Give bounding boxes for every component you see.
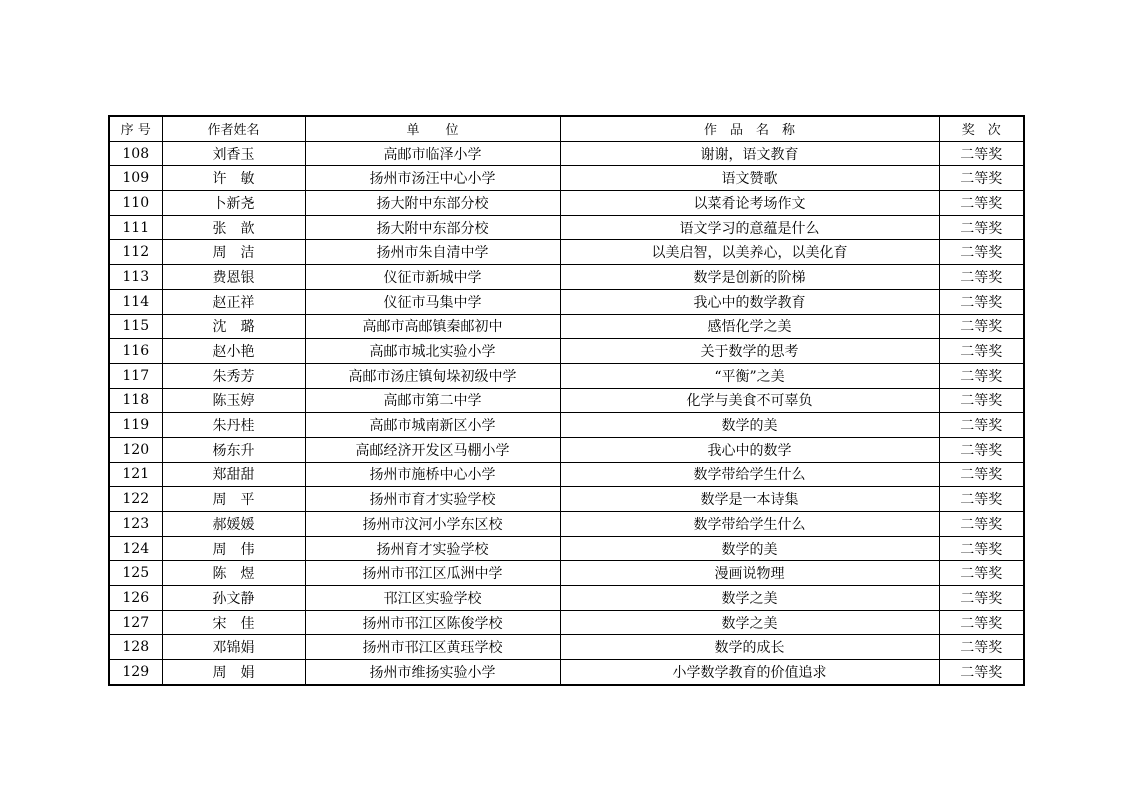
cell-serial-number: 114 bbox=[109, 289, 162, 314]
cell-award-level: 二等奖 bbox=[939, 314, 1024, 339]
cell-organization: 扬州市汶河小学东区校 bbox=[305, 512, 560, 537]
cell-serial-number: 123 bbox=[109, 512, 162, 537]
cell-award-level: 二等奖 bbox=[939, 487, 1024, 512]
cell-author-name: 郝媛媛 bbox=[162, 512, 305, 537]
cell-work-title: 数学是一本诗集 bbox=[560, 487, 939, 512]
cell-serial-number: 127 bbox=[109, 610, 162, 635]
cell-author-name: 陈玉婷 bbox=[162, 388, 305, 413]
cell-author-name: 赵小艳 bbox=[162, 339, 305, 364]
table-row bbox=[109, 586, 1024, 611]
cell-author-name: 周 平 bbox=[162, 487, 305, 512]
table-row bbox=[109, 660, 1024, 685]
cell-organization: 扬州市朱自清中学 bbox=[305, 240, 560, 265]
table-row bbox=[109, 240, 1024, 265]
cell-author-name: 周 伟 bbox=[162, 536, 305, 561]
cell-organization: 扬州市育才实验学校 bbox=[305, 487, 560, 512]
cell-serial-number: 125 bbox=[109, 561, 162, 586]
header-organization: 单 位 bbox=[305, 116, 560, 141]
table-row bbox=[109, 610, 1024, 635]
cell-work-title: 谢谢，语文教育 bbox=[560, 141, 939, 166]
cell-award-level: 二等奖 bbox=[939, 265, 1024, 290]
table-row bbox=[109, 339, 1024, 364]
cell-author-name: 刘香玉 bbox=[162, 141, 305, 166]
table-row bbox=[109, 141, 1024, 166]
table-header bbox=[109, 116, 1024, 141]
cell-award-level: 二等奖 bbox=[939, 561, 1024, 586]
cell-serial-number: 124 bbox=[109, 536, 162, 561]
cell-organization: 扬大附中东部分校 bbox=[305, 215, 560, 240]
cell-work-title: 数学的美 bbox=[560, 413, 939, 438]
cell-organization: 扬州市邗江区陈俊学校 bbox=[305, 610, 560, 635]
cell-serial-number: 122 bbox=[109, 487, 162, 512]
header-work-title: 作 品 名 称 bbox=[560, 116, 939, 141]
award-table bbox=[108, 115, 1025, 686]
cell-organization: 高邮市汤庄镇甸垛初级中学 bbox=[305, 363, 560, 388]
cell-serial-number: 113 bbox=[109, 265, 162, 290]
cell-serial-number: 111 bbox=[109, 215, 162, 240]
cell-award-level: 二等奖 bbox=[939, 240, 1024, 265]
table-row bbox=[109, 388, 1024, 413]
cell-award-level: 二等奖 bbox=[939, 635, 1024, 660]
table-row bbox=[109, 363, 1024, 388]
header-row bbox=[109, 116, 1024, 141]
cell-work-title: 以美启智，以美养心，以美化育 bbox=[560, 240, 939, 265]
table-row bbox=[109, 635, 1024, 660]
cell-author-name: 陈 煜 bbox=[162, 561, 305, 586]
cell-award-level: 二等奖 bbox=[939, 339, 1024, 364]
cell-award-level: 二等奖 bbox=[939, 215, 1024, 240]
cell-work-title: 以菜肴论考场作文 bbox=[560, 191, 939, 216]
cell-serial-number: 120 bbox=[109, 437, 162, 462]
cell-author-name: 张 歆 bbox=[162, 215, 305, 240]
cell-award-level: 二等奖 bbox=[939, 536, 1024, 561]
cell-work-title: “平衡”之美 bbox=[560, 363, 939, 388]
cell-work-title: 漫画说物理 bbox=[560, 561, 939, 586]
cell-serial-number: 116 bbox=[109, 339, 162, 364]
cell-author-name: 卜新尧 bbox=[162, 191, 305, 216]
cell-author-name: 许 敏 bbox=[162, 166, 305, 191]
cell-serial-number: 108 bbox=[109, 141, 162, 166]
cell-organization: 高邮市高邮镇秦邮初中 bbox=[305, 314, 560, 339]
cell-work-title: 感悟化学之美 bbox=[560, 314, 939, 339]
cell-organization: 仪征市马集中学 bbox=[305, 289, 560, 314]
cell-organization: 高邮市城北实验小学 bbox=[305, 339, 560, 364]
cell-work-title: 数学之美 bbox=[560, 586, 939, 611]
cell-organization: 仪征市新城中学 bbox=[305, 265, 560, 290]
cell-author-name: 费恩银 bbox=[162, 265, 305, 290]
cell-organization: 扬州市汤汪中心小学 bbox=[305, 166, 560, 191]
table-row bbox=[109, 265, 1024, 290]
cell-organization: 扬州市邗江区瓜洲中学 bbox=[305, 561, 560, 586]
cell-award-level: 二等奖 bbox=[939, 462, 1024, 487]
cell-organization: 高邮经济开发区马棚小学 bbox=[305, 437, 560, 462]
cell-award-level: 二等奖 bbox=[939, 289, 1024, 314]
cell-organization: 扬大附中东部分校 bbox=[305, 191, 560, 216]
cell-work-title: 我心中的数学教育 bbox=[560, 289, 939, 314]
cell-award-level: 二等奖 bbox=[939, 141, 1024, 166]
table-row bbox=[109, 462, 1024, 487]
cell-organization: 扬州市施桥中心小学 bbox=[305, 462, 560, 487]
cell-serial-number: 119 bbox=[109, 413, 162, 438]
cell-author-name: 杨东升 bbox=[162, 437, 305, 462]
cell-serial-number: 129 bbox=[109, 660, 162, 685]
header-serial-number: 序 号 bbox=[109, 116, 162, 141]
header-award-level: 奖 次 bbox=[939, 116, 1024, 141]
header-author-name: 作者姓名 bbox=[162, 116, 305, 141]
cell-organization: 扬州市邗江区黄珏学校 bbox=[305, 635, 560, 660]
cell-work-title: 关于数学的思考 bbox=[560, 339, 939, 364]
table-row bbox=[109, 289, 1024, 314]
cell-author-name: 周 娟 bbox=[162, 660, 305, 685]
cell-serial-number: 117 bbox=[109, 363, 162, 388]
cell-award-level: 二等奖 bbox=[939, 437, 1024, 462]
cell-author-name: 周 洁 bbox=[162, 240, 305, 265]
table-row bbox=[109, 413, 1024, 438]
table-row bbox=[109, 536, 1024, 561]
cell-author-name: 孙文静 bbox=[162, 586, 305, 611]
cell-work-title: 数学的美 bbox=[560, 536, 939, 561]
cell-serial-number: 128 bbox=[109, 635, 162, 660]
cell-serial-number: 112 bbox=[109, 240, 162, 265]
cell-author-name: 郑甜甜 bbox=[162, 462, 305, 487]
table-body bbox=[109, 141, 1024, 685]
cell-work-title: 我心中的数学 bbox=[560, 437, 939, 462]
table-row bbox=[109, 314, 1024, 339]
cell-author-name: 朱秀芳 bbox=[162, 363, 305, 388]
cell-author-name: 赵正祥 bbox=[162, 289, 305, 314]
table-row bbox=[109, 215, 1024, 240]
table-row bbox=[109, 166, 1024, 191]
table-row bbox=[109, 487, 1024, 512]
cell-award-level: 二等奖 bbox=[939, 413, 1024, 438]
cell-serial-number: 118 bbox=[109, 388, 162, 413]
cell-work-title: 语文赞歌 bbox=[560, 166, 939, 191]
cell-organization: 高邮市第二中学 bbox=[305, 388, 560, 413]
cell-serial-number: 110 bbox=[109, 191, 162, 216]
table-row bbox=[109, 561, 1024, 586]
cell-work-title: 数学带给学生什么 bbox=[560, 512, 939, 537]
table-row bbox=[109, 437, 1024, 462]
cell-organization: 邗江区实验学校 bbox=[305, 586, 560, 611]
table-row bbox=[109, 191, 1024, 216]
cell-award-level: 二等奖 bbox=[939, 166, 1024, 191]
cell-award-level: 二等奖 bbox=[939, 512, 1024, 537]
cell-author-name: 沈 璐 bbox=[162, 314, 305, 339]
cell-author-name: 朱丹桂 bbox=[162, 413, 305, 438]
cell-serial-number: 121 bbox=[109, 462, 162, 487]
cell-work-title: 数学的成长 bbox=[560, 635, 939, 660]
cell-award-level: 二等奖 bbox=[939, 660, 1024, 685]
table-row bbox=[109, 512, 1024, 537]
cell-work-title: 数学之美 bbox=[560, 610, 939, 635]
cell-organization: 扬州育才实验学校 bbox=[305, 536, 560, 561]
cell-serial-number: 109 bbox=[109, 166, 162, 191]
cell-author-name: 宋 佳 bbox=[162, 610, 305, 635]
cell-author-name: 邓锦娟 bbox=[162, 635, 305, 660]
cell-work-title: 小学数学教育的价值追求 bbox=[560, 660, 939, 685]
cell-work-title: 语文学习的意蕴是什么 bbox=[560, 215, 939, 240]
cell-work-title: 数学带给学生什么 bbox=[560, 462, 939, 487]
cell-work-title: 数学是创新的阶梯 bbox=[560, 265, 939, 290]
cell-award-level: 二等奖 bbox=[939, 191, 1024, 216]
cell-award-level: 二等奖 bbox=[939, 363, 1024, 388]
cell-organization: 扬州市维扬实验小学 bbox=[305, 660, 560, 685]
cell-work-title: 化学与美食不可辜负 bbox=[560, 388, 939, 413]
cell-award-level: 二等奖 bbox=[939, 610, 1024, 635]
cell-organization: 高邮市临泽小学 bbox=[305, 141, 560, 166]
cell-award-level: 二等奖 bbox=[939, 388, 1024, 413]
cell-serial-number: 115 bbox=[109, 314, 162, 339]
cell-serial-number: 126 bbox=[109, 586, 162, 611]
cell-award-level: 二等奖 bbox=[939, 586, 1024, 611]
cell-organization: 高邮市城南新区小学 bbox=[305, 413, 560, 438]
